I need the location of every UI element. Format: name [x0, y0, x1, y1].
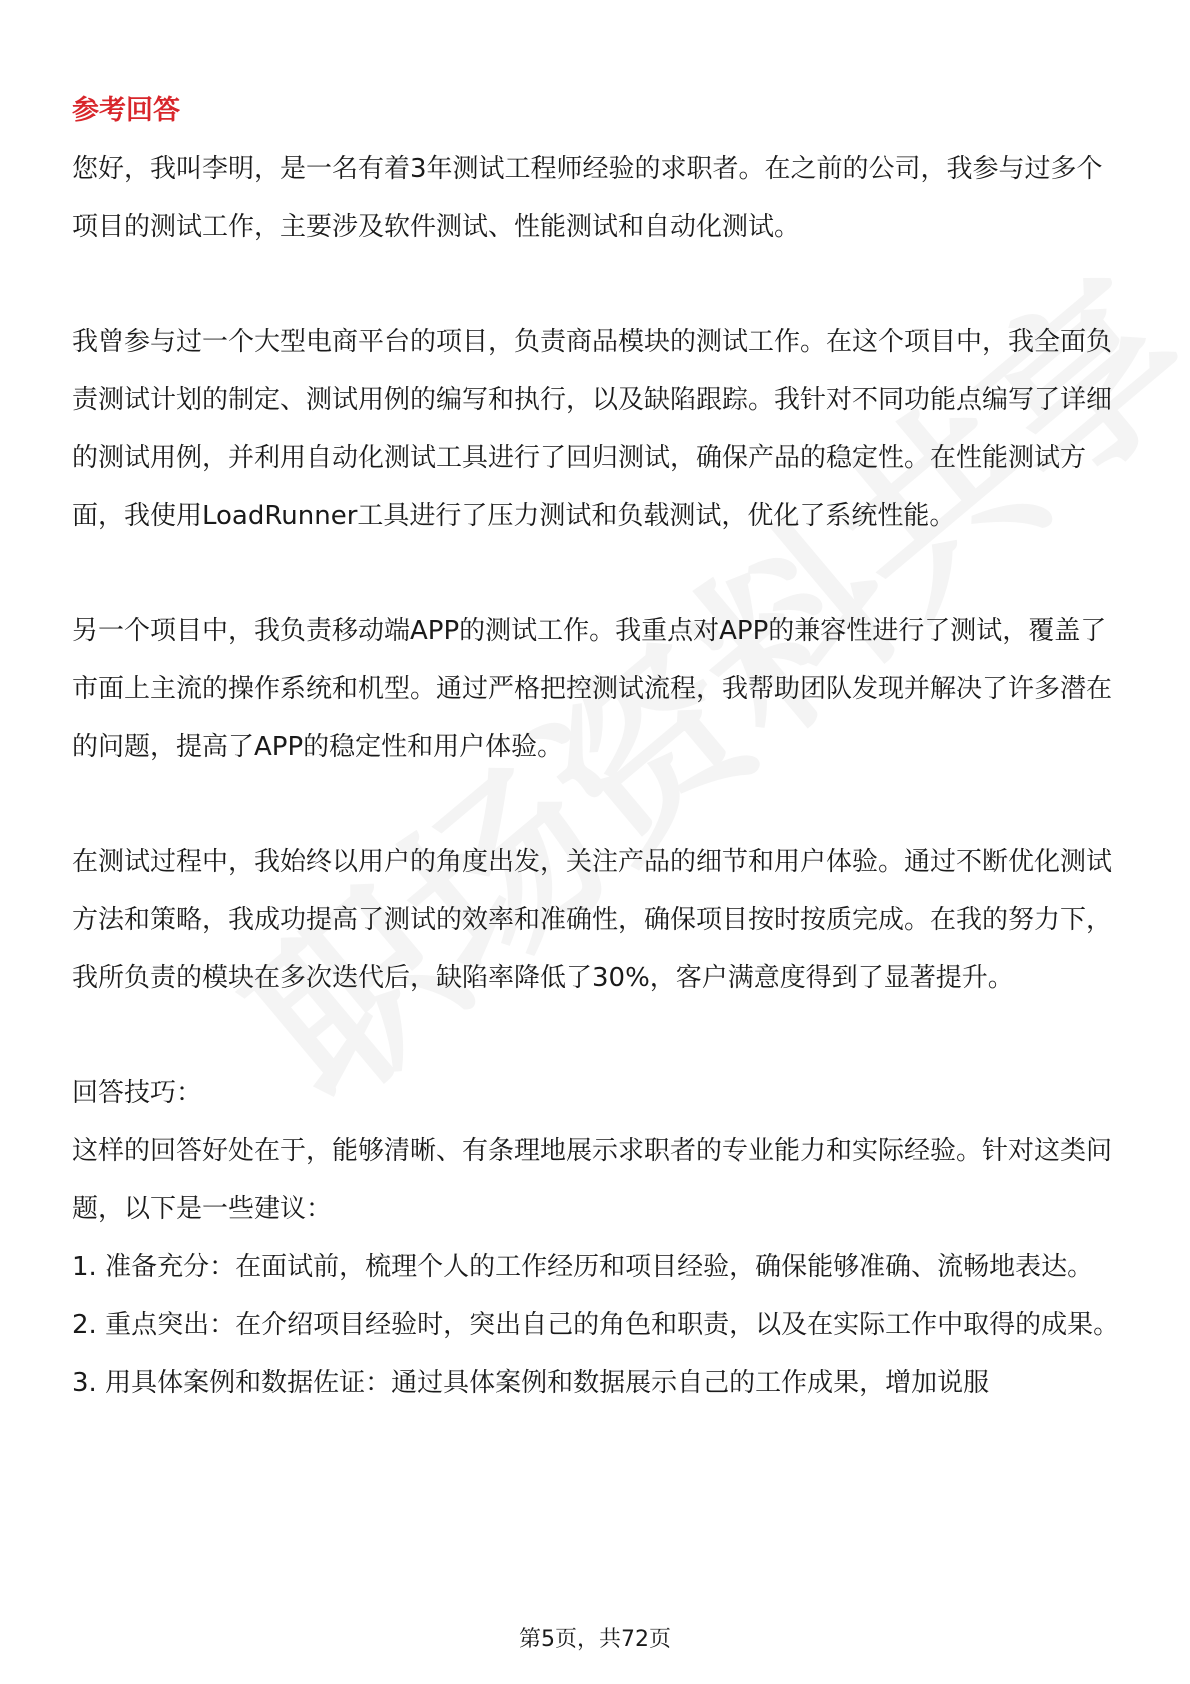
paragraph-gap — [72, 1007, 1122, 1064]
tips-item-1: 1. 准备充分：在面试前，梳理个人的工作经历和项目经验，确保能够准确、流畅地表达。 — [72, 1252, 1094, 1282]
paragraph-ecommerce-project — [72, 313, 1122, 545]
tips-item-3: 3. 用具体案例和数据佐证：通过具体案例和数据展示自己的工作成果，增加说服 — [72, 1368, 990, 1398]
paragraph-gap — [72, 545, 1122, 602]
section-heading: 参考回答 — [72, 95, 180, 126]
tips-item-2: 2. 重点突出：在介绍项目经验时，突出自己的角色和职责，以及在实际工作中取得的成果。 — [72, 1310, 1120, 1340]
tips-title: 回答技巧： — [72, 1078, 203, 1108]
paragraph-text: 另一个项目中，我负责移动端APP的测试工作。我重点对APP的兼容性进行了测试，覆盖了市面上主流的操作系统和机型。通过严格把控测试流程，我帮助团队发现并解决了许多潜在的问题，提高了APP的稳定性和用户体验。 — [72, 616, 1113, 762]
paragraph-text: 在测试过程中，我始终以用户的角度出发，关注产品的细节和用户体验。通过不断优化测试方法和策略，我成功提高了测试的效率和准确性，确保项目按时按质完成。在我的努力下，我所负责的模块在多次迭代后，缺陷率降低了30%，客户满意度得到了显著提升。 — [72, 847, 1113, 993]
paragraph-gap — [72, 256, 1122, 313]
document-content — [72, 82, 1122, 1412]
page-number: 第5页，共72页 — [519, 1627, 671, 1652]
paragraph-text: 我曾参与过一个大型电商平台的项目，负责商品模块的测试工作。在这个项目中，我全面负责测试计划的制定、测试用例的编写和执行，以及缺陷跟踪。我针对不同功能点编写了详细的测试用例，并利用自动化测试工具进行了回归测试，确保产品的稳定性。在性能测试方面，我使用LoadRunner工具进行了压力测试和负载测试，优化了系统性能。 — [72, 327, 1113, 531]
paragraph-gap — [72, 776, 1122, 833]
paragraph-intro — [72, 140, 1122, 256]
paragraph-testing-approach — [72, 833, 1122, 1007]
paragraph-mobile-project — [72, 602, 1122, 776]
paragraph-text: 您好，我叫李明，是一名有着3年测试工程师经验的求职者。在之前的公司，我参与过多个项目的测试工作，主要涉及软件测试、性能测试和自动化测试。 — [72, 154, 1103, 242]
tips-intro: 这样的回答好处在于，能够清晰、有条理地展示求职者的专业能力和实际经验。针对这类问题，以下是一些建议： — [72, 1136, 1113, 1224]
